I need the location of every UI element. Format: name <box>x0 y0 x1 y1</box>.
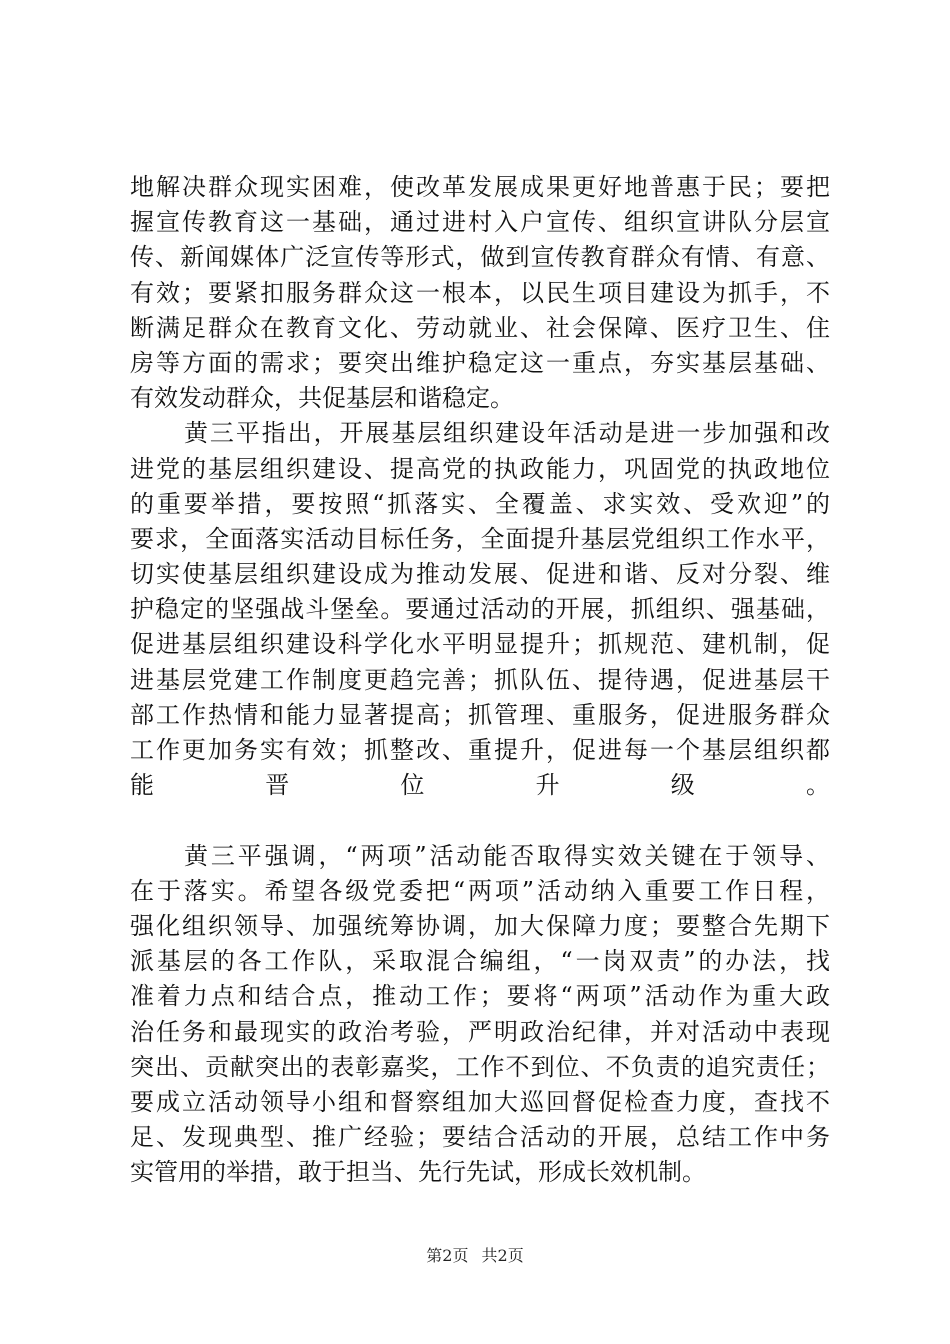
text-line: 实管用的举措，敢于担当、先行先试，形成长效机制。 <box>130 1158 706 1187</box>
text-line: 在于落实。希望各级党委把“两项”活动纳入重要工作日程， <box>130 876 830 905</box>
text-line: 进基层党建工作制度更趋完善；抓队伍、提待遇，促进基层干 <box>130 665 830 694</box>
document-body <box>130 170 830 1190</box>
text-line: 强化组织领导、加强统筹协调，加大保障力度；要整合先期下 <box>130 911 830 940</box>
text-line: 治任务和最现实的政治考验，严明政治纪律，并对活动中表现 <box>130 1017 830 1046</box>
text-line: 能晋位升级。 <box>130 771 830 800</box>
text-line: 黄三平指出，开展基层组织建设年活动是进一步加强和改 <box>184 419 830 448</box>
text-line: 切实使基层组织建设成为推动发展、促进和谐、反对分裂、维 <box>130 560 830 589</box>
text-line: 护稳定的坚强战斗堡垒。要通过活动的开展，抓组织、强基础， <box>130 595 830 624</box>
text-line: 传、新闻媒体广泛宣传等形式，做到宣传教育群众有情、有意、 <box>130 243 830 272</box>
text-line: 要成立活动领导小组和督察组加大巡回督促检查力度，查找不 <box>130 1087 830 1116</box>
text-line: 工作更加务实有效；抓整改、重提升，促进每一个基层组织都 <box>130 736 830 764</box>
text-line: 要求，全面落实活动目标任务，全面提升基层党组织工作水平， <box>130 524 830 553</box>
text-line: 突出、贡献突出的表彰嘉奖，工作不到位、不负责的追究责任； <box>130 1052 830 1081</box>
text-line: 进党的基层组织建设、提高党的执政能力，巩固党的执政地位 <box>130 454 830 483</box>
text-line <box>130 803 830 838</box>
text-line: 地解决群众现实困难，使改革发展成果更好地普惠于民；要把 <box>130 173 830 201</box>
text-line: 派基层的各工作队，采取混合编组，“一岗双责”的办法，找 <box>130 947 830 976</box>
text-line: 断满足群众在教育文化、劳动就业、社会保障、医疗卫生、住 <box>130 313 830 342</box>
text-line: 促进基层组织建设科学化水平明显提升；抓规范、建机制，促 <box>130 630 830 659</box>
page-total: 共2页 <box>481 1246 524 1265</box>
text-line: 有效；要紧扣服务群众这一根本，以民生项目建设为抓手，不 <box>130 278 830 307</box>
text-line: 准着力点和结合点，推动工作；要将“两项”活动作为重大政 <box>130 982 830 1011</box>
text-line: 足、发现典型、推广经验；要结合活动的开展，总结工作中务 <box>130 1123 830 1152</box>
page-number: 第2页 <box>426 1246 469 1265</box>
text-line: 房等方面的需求；要突出维护稳定这一重点，夯实基层基础、 <box>130 348 830 377</box>
text-line: 握宣传教育这一基础，通过进村入户宣传、组织宣讲队分层宣 <box>130 208 830 237</box>
text-line: 的重要举措，要按照“抓落实、全覆盖、求实效、受欢迎”的 <box>130 489 830 518</box>
text-line: 有效发动群众，共促基层和谐稳定。 <box>130 384 514 413</box>
page-footer <box>0 1244 950 1268</box>
text-line: 部工作热情和能力显著提高；抓管理、重服务，促进服务群众 <box>130 700 830 729</box>
text-line: 黄三平强调，“两项”活动能否取得实效关键在于领导、 <box>184 841 830 870</box>
